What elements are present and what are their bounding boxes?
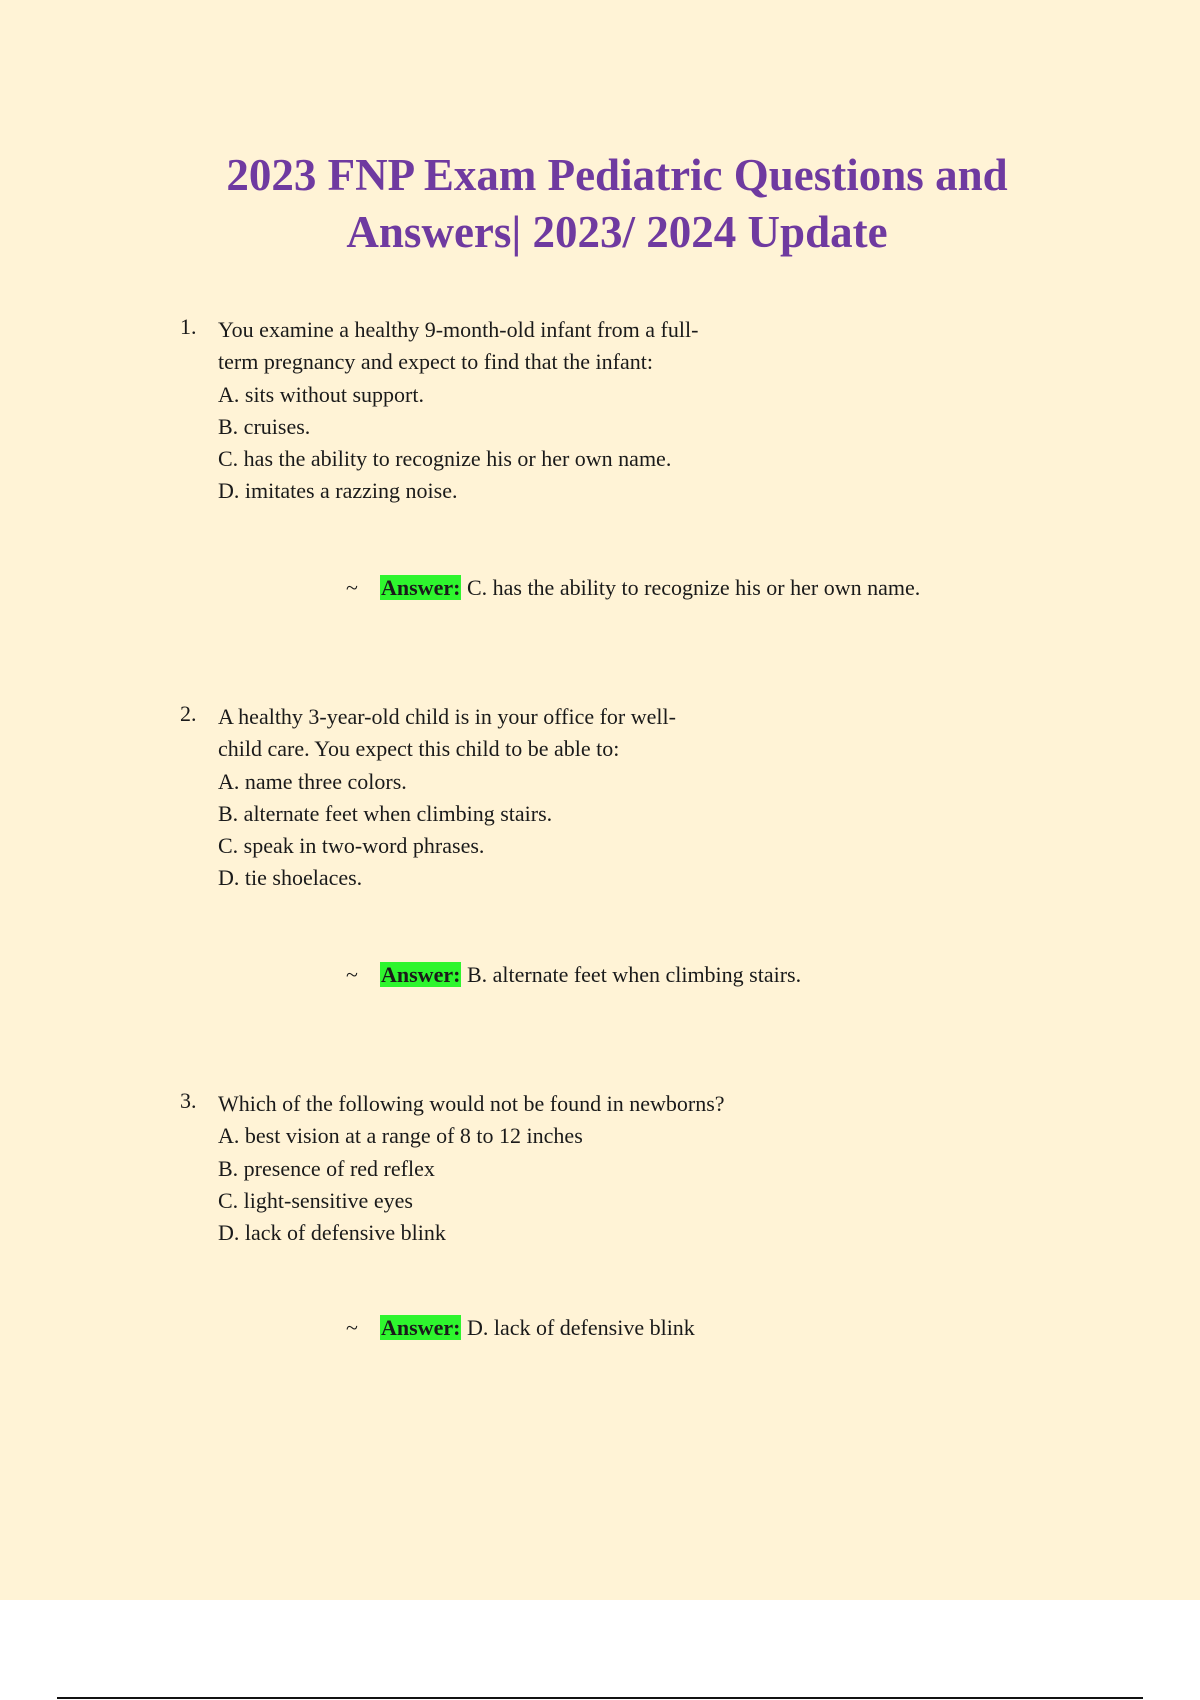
option-c: C. light-sensitive eyes: [218, 1187, 413, 1213]
answer-marker: ~: [346, 575, 358, 600]
option-d: D. imitates a razzing noise.: [218, 478, 458, 504]
question-stem-line: A healthy 3-year-old child is in your office for well-: [218, 704, 676, 729]
answer-1: [346, 573, 920, 603]
answer-marker: ~: [346, 962, 358, 987]
page-title: [150, 147, 1084, 261]
option-b: B. presence of red reflex: [218, 1155, 435, 1181]
answer-label: Answer:: [381, 962, 461, 987]
question-stem-line: child care. You expect this child to be able to:: [218, 736, 620, 762]
question-body: [218, 1088, 858, 1249]
footer-divider: [57, 1697, 1143, 1699]
option-d: D. tie shoelaces.: [218, 865, 363, 891]
question-stem-line: Which of the following would not be found in newborns?: [218, 1091, 725, 1116]
answer-label: Answer:: [381, 1315, 461, 1340]
question-body: [218, 701, 858, 895]
title-line-1: 2023 FNP Exam Pediatric Questions and: [226, 150, 1008, 200]
question-number: 3.: [180, 1088, 197, 1113]
option-b: B. cruises.: [218, 413, 311, 439]
answer-2: [346, 960, 801, 990]
question-number: 1.: [180, 314, 197, 339]
answer-text: D. lack of defensive blink: [461, 1315, 695, 1340]
title-line-2: Answers| 2023/ 2024 Update: [346, 207, 888, 257]
question-stem-line: term pregnancy and expect to find that the infant:: [218, 349, 653, 375]
option-a: A. sits without support.: [218, 381, 424, 407]
option-b: B. alternate feet when climbing stairs.: [218, 800, 553, 826]
question-stem-line: You examine a healthy 9-month-old infant from a full-: [218, 317, 699, 342]
option-c: C. speak in two-word phrases.: [218, 833, 485, 859]
answer-text: C. has the ability to recognize his or her own name.: [461, 575, 921, 600]
option-a: A. name three colors.: [218, 768, 407, 794]
answer-3: [346, 1313, 695, 1343]
question-number: 2.: [180, 701, 197, 726]
option-d: D. lack of defensive blink: [218, 1220, 446, 1246]
answer-marker: ~: [346, 1315, 358, 1340]
answer-text: B. alternate feet when climbing stairs.: [461, 962, 802, 987]
option-c: C. has the ability to recognize his or her own name.: [218, 446, 672, 472]
question-body: [218, 314, 858, 508]
option-a: A. best vision at a range of 8 to 12 inches: [218, 1123, 583, 1149]
answer-label: Answer:: [381, 575, 461, 600]
